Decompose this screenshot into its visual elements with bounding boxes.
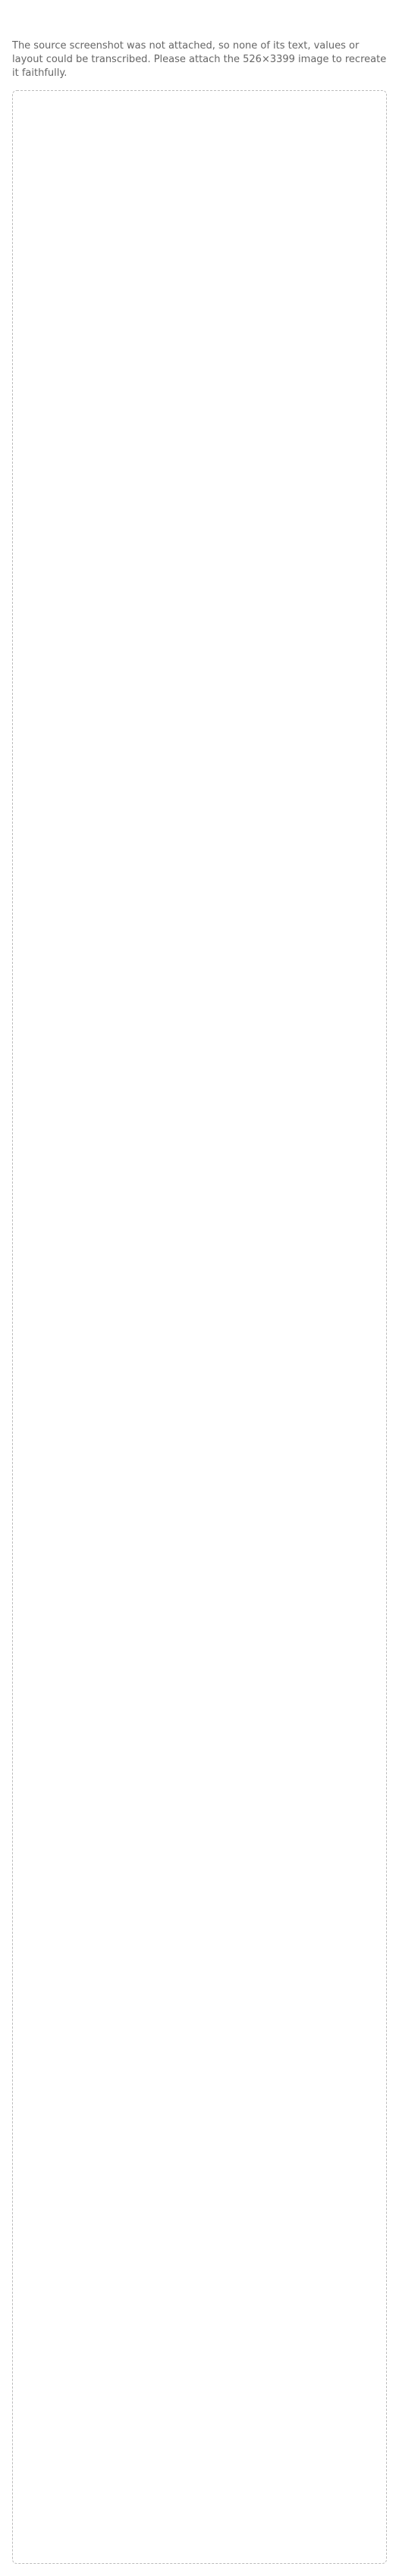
content-area [12,90,387,2564]
placeholder-note: The source screenshot was not attached, so none of its text, values or layout could be transcribed. Please attach the 526×3399 image to recreate it faithfully. [12,40,387,80]
page-title [12,12,387,30]
